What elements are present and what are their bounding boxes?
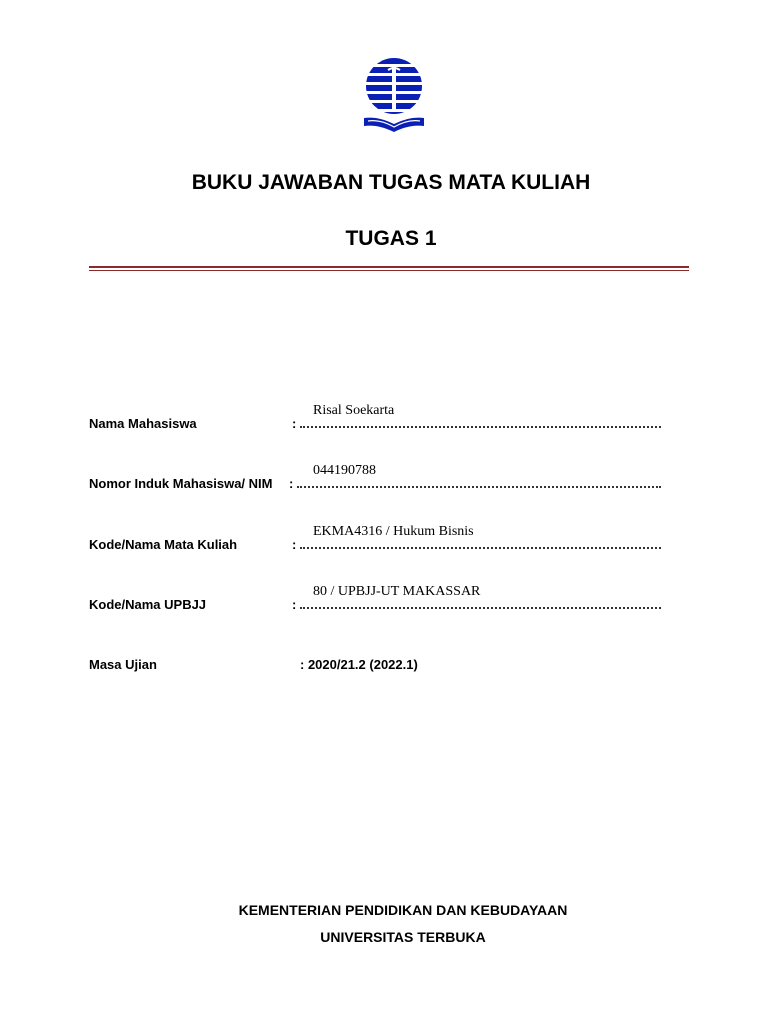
dotted-line [300,547,661,549]
field-label: Nomor Induk Mahasiswa/ NIM [89,476,273,491]
universitas-terbuka-logo-icon [358,56,430,134]
title-divider-thick [89,266,689,268]
field-value: Risal Soekarta [313,403,395,418]
title-divider-thin [89,270,689,271]
field-colon: : [289,476,294,491]
field-nama-mahasiswa [89,401,689,431]
field-mata-kuliah [89,522,689,552]
document-subtitle: TUGAS 1 [345,227,437,250]
field-upbjj [89,582,689,612]
field-colon: : [292,597,297,612]
footer-university: UNIVERSITAS TERBUKA [320,929,486,945]
field-value: : 2020/21.2 (2022.1) [300,657,418,672]
field-label: Kode/Nama Mata Kuliah [89,537,238,552]
dotted-line [300,426,661,428]
field-colon: : [292,537,297,552]
field-nim [89,461,689,491]
field-label: Kode/Nama UPBJJ [89,597,207,612]
document-title: BUKU JAWABAN TUGAS MATA KULIAH [191,171,591,194]
field-value: EKMA4316 / Hukum Bisnis [313,524,474,539]
dotted-line [300,607,661,609]
field-label: Nama Mahasiswa [89,416,197,431]
dotted-line [297,486,661,488]
field-masa-ujian [89,642,689,672]
footer-ministry: KEMENTERIAN PENDIDIKAN DAN KEBUDAYAAN [238,902,568,918]
field-colon: : [292,416,297,431]
field-value: 80 / UPBJJ-UT MAKASSAR [313,584,481,599]
field-label: Masa Ujian [89,657,157,672]
field-value: 044190788 [313,463,376,478]
